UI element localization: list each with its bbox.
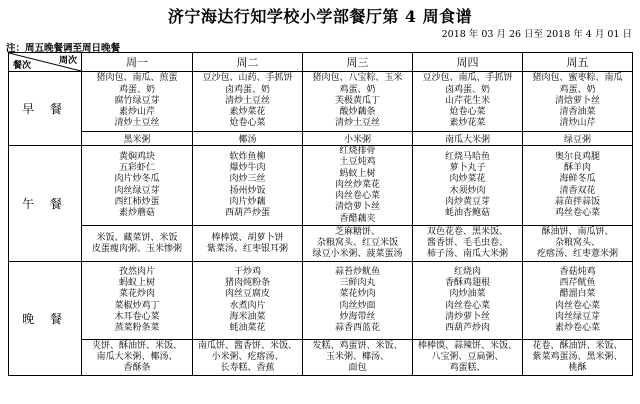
date-range: 2018 年 03 月 26 日至 2018 年 4 月 01 日: [441, 29, 632, 40]
dinner-dishes: 孜然肉片 蚂蚁上树 菜花炒肉 菜椒炒鸡丁 木耳卷心菜 蒸菜粉条菜: [82, 262, 193, 340]
lunch-staples: 棒棒馍、胡萝卜饼 紫菜汤、红枣银耳粥: [193, 226, 303, 262]
breakfast-porridge-row: [9, 132, 633, 146]
dinner-staples: 南瓜饼、酱香饼、米饭、 小米粥、疙瘩汤、 长寿糕、香蕉: [193, 340, 303, 376]
breakfast-porridge: 南瓜大米粥: [413, 132, 523, 146]
lunch-dishes: 奥尔良鸡腿 酥羊肉 海鲜冬瓜 清香双花 蒜苗拌蒜饭 鸡丝卷心菜: [523, 146, 633, 226]
dinner-staples: 夹饼、酥油饼、米饭、 南瓜大米粥、椰汤、 香酥条: [82, 340, 193, 376]
day-header: 周四: [413, 53, 523, 72]
dinner-dishes: 蒜苔炒鱿鱼 三鲜肉丸 菜花炒肉 肉丝炒面 炒海带丝 蒜香西蓝花: [303, 262, 413, 340]
lunch-staples: 酥油饼、南瓜饼、 杂粮窝头、 疙瘩汤、红枣薏米粥: [523, 226, 633, 262]
breakfast-dishes: 豆沙包、南瓜、手抓饼 卤鸡蛋、奶 山芹花生米 炝卷心菜 素炒花菜: [413, 72, 523, 132]
breakfast-dishes: 猪肉包、蜜枣粽、南瓜 鸡蛋、奶 清焓萝卜丝 清香油菜 清炒山芹: [523, 72, 633, 132]
lunch-dishes: 红烧排骨 土豆炖鸡 蚂蚁上树 肉丝炒菜花 肉丝卷心菜 清焓萝卜丝 香醋藕夹: [303, 146, 413, 226]
breakfast-row: [9, 72, 633, 132]
dinner-row: [9, 262, 633, 340]
breakfast-dishes: 猪肉包、南瓜、煎蛋 鸡蛋、奶 腐竹绿豆芽 素炒山芹 清炒土豆丝: [82, 72, 193, 132]
lunch-dishes: 红烧马哈鱼 萝卜丸子 肉炒菜花 木须炒肉 肉炒黄豆芽 蚝油杏鲍菇: [413, 146, 523, 226]
dinner-staples-row: [9, 340, 633, 376]
corner-meal-label: 餐次: [13, 61, 32, 71]
schedule-note: 注：周五晚餐调至周日晚餐: [6, 43, 121, 54]
page-title: 济宁海达行知学校小学部餐厅第 4 周食谱: [167, 7, 473, 26]
breakfast-dishes: 豆沙包、山药、手抓饼 卤鸡蛋、奶 清炒土豆丝 素炒菜花 炝卷心菜: [193, 72, 303, 132]
corner-header: [9, 53, 82, 72]
weekly-menu-table: [8, 52, 633, 376]
breakfast-dishes: 猪肉包、八宝粽、玉米 鸡蛋、奶 芙极黄瓜丁 酸炒藕条 清炒土豆丝: [303, 72, 413, 132]
breakfast-porridge: 绿豆粥: [523, 132, 633, 146]
dinner-staples: 棒棒馍、蒜辣饼、米饭、 八宝粥、豆扁粥、 鸡蛋糕、: [413, 340, 523, 376]
meal-label-lunch: 午 餐: [9, 146, 82, 262]
lunch-dishes: 软炸鱼柳 爆炒牛肉 肉炒三丝 扬州炒饭 肉片炒藕 西葫芦炒蛋: [193, 146, 303, 226]
lunch-row: [9, 146, 633, 226]
breakfast-porridge: 黑米粥: [82, 132, 193, 146]
dinner-staples: 花卷、酥油饼、米饭、 紫菜鸡蛋汤、黑米粥、 桃酥: [523, 340, 633, 376]
meal-label-breakfast: 早 餐: [9, 72, 82, 146]
day-header: 周二: [193, 53, 303, 72]
header-row: [9, 53, 633, 72]
lunch-dishes: 黄焖鸡块 五彩虾仁 肉片炒冬瓜 肉丝绿豆芽 西红柿炒蛋 素炒蘑菇: [82, 146, 193, 226]
lunch-staples: 芝麻糖饼、 杂粮窝头、红豆米饭 绿豆小米粥、菠菜蛋汤: [303, 226, 413, 262]
lunch-staples: 米饭、藏菜饼、米饭 皮蛋瘦肉粥、玉米惨粥: [82, 226, 193, 262]
dinner-dishes: 香菇炖鸡 西芹鱿鱼 醋溜白菜 肉丝卷心菜 肉丝绿豆芽 素炒卷心菜: [523, 262, 633, 340]
day-header: 周一: [82, 53, 193, 72]
corner-day-label: 周次: [58, 56, 77, 66]
dinner-staples: 发糕、鸡蛋饼、米饭、 玉米粥、椰汤、 面包: [303, 340, 413, 376]
lunch-staples: 双色花卷、黑米饭、 酱香饼、毛毛虫卷、 柿子汤、南瓜大米粥: [413, 226, 523, 262]
day-header: 周三: [303, 53, 413, 72]
dinner-dishes: 干炒鸡 猪肉炖粉条 肉丝豆腐皮 水煮肉片 海米油菜 蚝油菜花: [193, 262, 303, 340]
breakfast-porridge: 椰汤: [193, 132, 303, 146]
day-header: 周五: [523, 53, 633, 72]
lunch-staples-row: [9, 226, 633, 262]
breakfast-porridge: 小米粥: [303, 132, 413, 146]
dinner-dishes: 红烧肉 香酥鸡翅根 肉炒油菜 肉丝卷心菜 清炒萝卜丝 西葫芦炒肉: [413, 262, 523, 340]
meal-label-dinner: 晚 餐: [9, 262, 82, 376]
